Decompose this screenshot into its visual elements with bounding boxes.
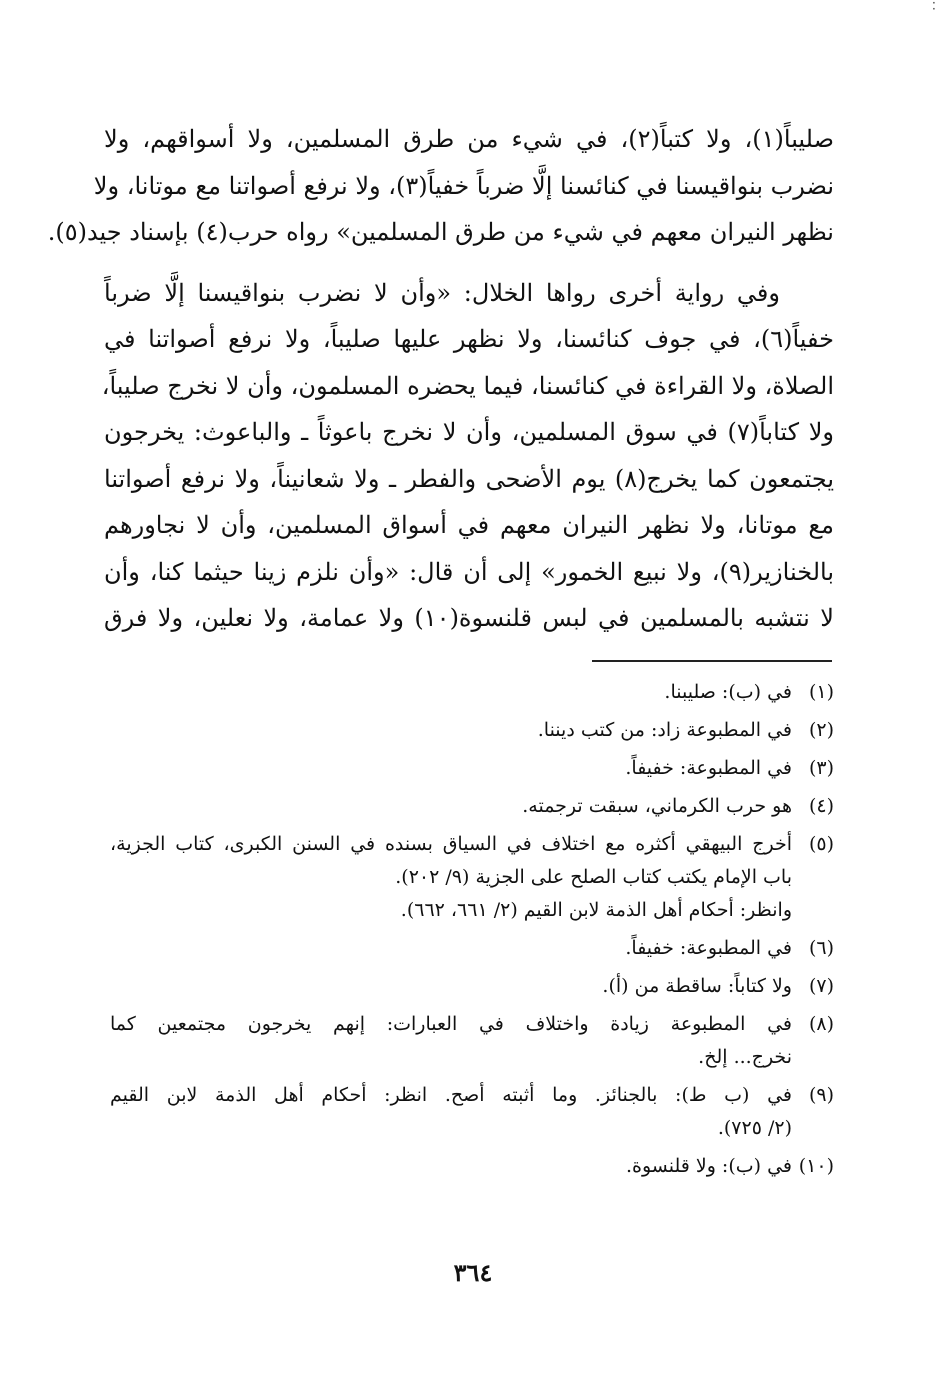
- footnote-line: في (ب): صليبنا.: [664, 681, 792, 703]
- footnote-line: وانظر: أحكام أهل الذمة لابن القيم (٢/ ٦٦١، ٦٦٢).: [400, 899, 792, 921]
- text-line: نضرب بنواقيسنا في كنائسنا إلَّا ضرباً خفياً(٣)، ولا نرفع أصواتنا مع موتانا، ولا: [93, 171, 834, 200]
- footnote-number: (٦): [808, 937, 834, 959]
- footnote-number: (٥): [808, 833, 834, 855]
- main-text: [47, 116, 835, 642]
- text-line: يجتمعون كما يخرج(٨) يوم الأضحى والفطر ـ ولا شعانيناً، ولا نرفع أصواتنا: [104, 464, 835, 493]
- footnote-body: [110, 970, 792, 1003]
- footnote-body: [110, 752, 792, 785]
- paragraph-2: [101, 270, 835, 642]
- footnote-body: [110, 1008, 792, 1074]
- footnote-line: في المطبوعة زاد: من كتب ديننا.: [537, 719, 792, 741]
- paragraph-1: [47, 116, 834, 256]
- footnote-7: [110, 970, 834, 1003]
- footnote-separator: [592, 660, 832, 662]
- footnotes: [110, 676, 834, 1188]
- footnote-1: [110, 676, 834, 709]
- corner-mark: · ·: [932, 0, 938, 16]
- text-line: وفي رواية أخرى رواها الخلال: «وأن لا نضرب بنواقيسنا إلَّا ضرباً: [104, 278, 780, 307]
- text-line: الصلاة، ولا القراءة في كنائسنا، فيما يحضره المسلمون، وأن لا نخرج صليباً،: [101, 371, 834, 400]
- footnote-line: في المطبوعة زيادة واختلاف في العبارات: إنهم يخرجون مجتمعين كما: [110, 1013, 792, 1035]
- footnote-body: [110, 932, 792, 965]
- footnote-4: [110, 790, 834, 823]
- text-line: نظهر النيران معهم في شيء من طرق المسلمين» رواه حرب(٤) بإسناد جيد(٥).: [47, 218, 834, 246]
- footnote-body: [110, 790, 792, 823]
- footnote-line: في المطبوعة: خفيفاً.: [625, 757, 792, 779]
- text-line: مع موتانا، ولا نظهر النيران معهم في أسواق المسلمين، وأن لا نجاورهم: [104, 511, 834, 539]
- footnote-number: (٨): [808, 1013, 834, 1035]
- footnote-number: (١): [808, 681, 834, 703]
- footnote-10: [110, 1150, 834, 1183]
- footnote-line: في (ب): ولا قلنسوة.: [625, 1155, 792, 1177]
- footnote-line: نخرج... إلخ.: [698, 1046, 792, 1068]
- footnote-body: [110, 714, 792, 747]
- footnote-number: (١٠): [798, 1155, 834, 1177]
- footnote-6: [110, 932, 834, 965]
- footnote-2: [110, 714, 834, 747]
- footnote-line: ولا كتاباً: ساقطة من (أ).: [602, 975, 792, 997]
- footnote-number: (٤): [808, 795, 834, 817]
- text-line: خفياً(٦)، في جوف كنائسنا، ولا نظهر عليها صليباً، ولا نرفع أصواتنا في: [104, 325, 834, 353]
- footnote-3: [110, 752, 834, 785]
- footnote-line: في المطبوعة: خفيفاً.: [625, 937, 792, 959]
- footnote-body: [110, 828, 792, 927]
- footnote-line: في (ب ط): بالجنائز. وما أثبته أصح. انظر: أحكام أهل الذمة لابن القيم: [110, 1084, 792, 1106]
- footnote-number: (٢): [808, 719, 834, 741]
- footnote-9: [110, 1079, 834, 1145]
- text-line: بالخنازير(٩)، ولا نبيع الخمور» إلى أن قال: «وأن نلزم زينا حيثما كنا، وأن: [104, 557, 834, 586]
- footnote-8: [110, 1008, 834, 1074]
- page-number: ٣٦٤: [453, 1258, 493, 1287]
- footnote-number: (٩): [808, 1084, 834, 1106]
- footnote-line: (٢/ ٧٢٥).: [717, 1117, 792, 1139]
- text-line: ولا كتاباً(٧) في سوق المسلمين، وأن لا نخرج باعوثاً ـ والباعوث: يخرجون: [104, 418, 834, 446]
- footnote-body: [110, 1079, 792, 1145]
- footnote-number: (٣): [808, 757, 834, 779]
- footnote-line: أخرج البيهقي أكثره مع اختلاف في السياق بسنده في السنن الكبرى، كتاب الجزية،: [110, 833, 792, 855]
- text-line: صليباً(١)، ولا كتباً(٢)، في شيء من طرق المسلمين، ولا أسواقهم، ولا: [104, 125, 834, 153]
- text-line: لا نتشبه بالمسلمين في لبس قلنسوة(١٠) ولا عمامة، ولا نعلين، ولا فرق: [104, 604, 834, 632]
- footnote-number: (٧): [808, 975, 834, 997]
- footnote-body: [110, 1150, 792, 1183]
- footnote-line: هو حرب الكرماني، سبقت ترجمته.: [522, 795, 792, 817]
- footnote-line: باب الإمام يكتب كتاب الصلح على الجزية (٩/ ٢٠٢).: [395, 866, 792, 888]
- footnote-body: [110, 676, 792, 709]
- footnote-5: [110, 828, 834, 927]
- paragraph-gap: [104, 256, 834, 270]
